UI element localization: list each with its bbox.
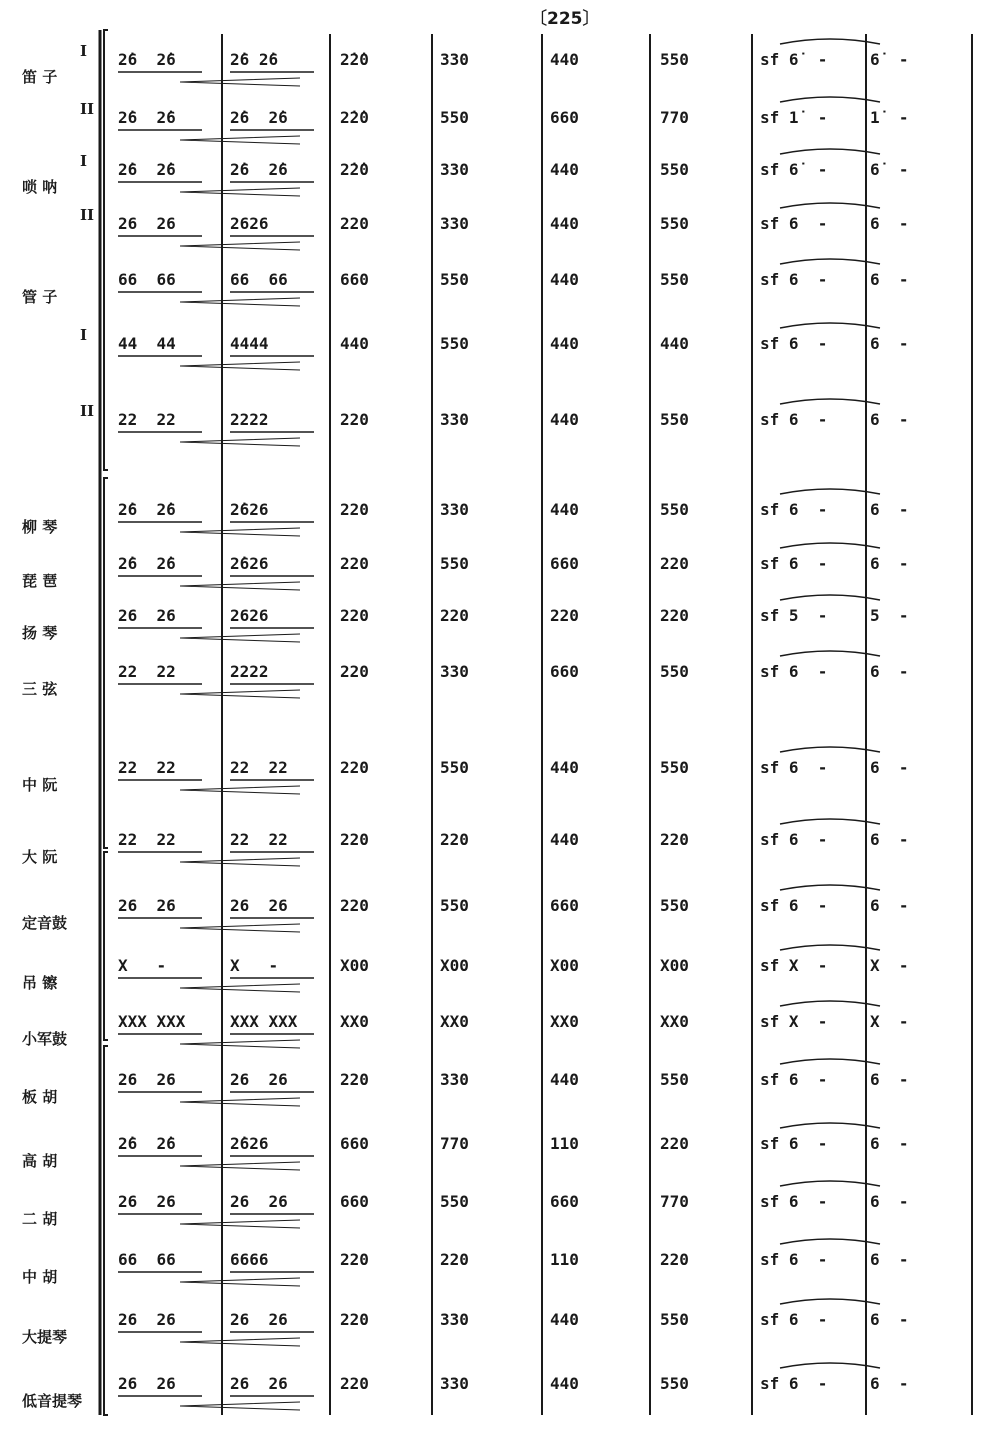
measure-notes: XX0 bbox=[440, 1012, 469, 1031]
measure-notes: 220 bbox=[660, 606, 689, 625]
measure-notes: 440 bbox=[550, 334, 579, 353]
instrument-label: 小军鼓 bbox=[22, 1030, 68, 1048]
crescendo-hairpin bbox=[180, 362, 300, 370]
measure-notes: 220 bbox=[340, 1070, 369, 1089]
measure-notes: 6 - bbox=[870, 1250, 909, 1269]
measure-notes: X - bbox=[870, 956, 909, 975]
measure-notes: 550 bbox=[660, 160, 689, 179]
measure-notes: 2̇6 2̇6 bbox=[230, 108, 288, 127]
measure-notes: 220 bbox=[340, 554, 369, 573]
measure-notes: 550 bbox=[440, 758, 469, 777]
measure-notes: 550 bbox=[660, 896, 689, 915]
measure-notes: X00 bbox=[550, 956, 579, 975]
measure-notes: 220 bbox=[340, 896, 369, 915]
group-bracket bbox=[104, 478, 108, 848]
measure-notes: 220 bbox=[660, 1250, 689, 1269]
instrument-label: 高 胡 bbox=[22, 1152, 58, 1170]
measure-notes: XX0 bbox=[660, 1012, 689, 1031]
measure-notes: 26 26 bbox=[230, 896, 288, 915]
measure-notes: 6 - bbox=[870, 1310, 909, 1329]
measure-notes: 6̇ - bbox=[870, 50, 909, 69]
measure-notes: X00 bbox=[440, 956, 469, 975]
measure-notes: sf 6 - bbox=[760, 270, 828, 289]
measure-notes: 220 bbox=[340, 758, 369, 777]
measure-notes: sf 6 - bbox=[760, 1070, 828, 1089]
measure-notes: 550 bbox=[660, 214, 689, 233]
measure-notes: 220 bbox=[340, 410, 369, 429]
measure-notes: 330 bbox=[440, 50, 469, 69]
measure-notes: XX0 bbox=[550, 1012, 579, 1031]
measure-notes: 2̇626 bbox=[230, 500, 269, 519]
measure-notes: 660 bbox=[340, 1192, 369, 1211]
measure-notes: XXX XXX bbox=[118, 1012, 186, 1031]
measure-notes: 330 bbox=[440, 1310, 469, 1329]
measure-notes: 2̇6 2̇6 bbox=[118, 160, 176, 179]
measure-notes: 330 bbox=[440, 1070, 469, 1089]
measure-notes: 220 bbox=[660, 1134, 689, 1153]
measure-notes: 6 - bbox=[870, 214, 909, 233]
measure-notes: 770 bbox=[660, 1192, 689, 1211]
measure-notes: X00 bbox=[340, 956, 369, 975]
measure-notes: 2̇6 2̇6 bbox=[118, 50, 176, 69]
measure-notes: X - bbox=[118, 956, 167, 975]
measure-notes: 2̇6 2̇6 bbox=[230, 50, 279, 69]
group-bracket bbox=[104, 1046, 108, 1415]
measure-notes: 6 - bbox=[870, 896, 909, 915]
measure-notes: 440 bbox=[550, 214, 579, 233]
crescendo-hairpin bbox=[180, 786, 300, 794]
measure-notes: 220 bbox=[340, 662, 369, 681]
measure-notes: 6 - bbox=[870, 1070, 909, 1089]
measure-notes: 6 - bbox=[870, 554, 909, 573]
measure-notes: 550 bbox=[440, 896, 469, 915]
crescendo-hairpin bbox=[180, 582, 300, 590]
measure-notes: 550 bbox=[660, 758, 689, 777]
crescendo-hairpin bbox=[180, 858, 300, 866]
measure-notes: 220 bbox=[340, 1250, 369, 1269]
measure-notes: 22 22 bbox=[118, 830, 176, 849]
measure-notes: 220 bbox=[660, 830, 689, 849]
crescendo-hairpin bbox=[180, 78, 300, 86]
measure-notes: 2222 bbox=[230, 662, 269, 681]
measure-notes: 550 bbox=[440, 554, 469, 573]
measure-notes: 550 bbox=[660, 1374, 689, 1393]
measure-notes: 2̇2̇0 bbox=[340, 108, 369, 127]
measure-notes: 2̇2̇0 bbox=[340, 160, 369, 179]
measure-notes: 330 bbox=[440, 500, 469, 519]
measure-notes: sf 6 - bbox=[760, 1310, 828, 1329]
measure-notes: X - bbox=[230, 956, 279, 975]
instrument-label: 低音提琴 bbox=[22, 1392, 83, 1410]
measure-notes: 550 bbox=[660, 662, 689, 681]
measure-notes: 550 bbox=[440, 334, 469, 353]
measure-notes: 2222 bbox=[230, 410, 269, 429]
measure-notes: 2̇6 2̇6 bbox=[230, 160, 288, 179]
measure-notes: 220 bbox=[440, 830, 469, 849]
instrument-label: 中 阮 bbox=[22, 776, 58, 794]
measure-notes: sf 6 - bbox=[760, 830, 828, 849]
measure-notes: 330 bbox=[440, 662, 469, 681]
measure-notes: 2̇626 bbox=[230, 1134, 269, 1153]
measure-notes: 440 bbox=[660, 334, 689, 353]
measure-notes: 220 bbox=[440, 1250, 469, 1269]
part-number: II bbox=[80, 402, 95, 420]
measure-notes: 2̇6 2̇6 bbox=[118, 108, 176, 127]
measure-notes: 22 22 bbox=[118, 410, 176, 429]
crescendo-hairpin bbox=[180, 242, 300, 250]
measure-notes: sf 1̇ - bbox=[760, 108, 828, 127]
measure-notes: 66 66 bbox=[118, 270, 176, 289]
measure-notes: X00 bbox=[660, 956, 689, 975]
measure-notes: 110 bbox=[550, 1134, 579, 1153]
measure-notes: 26 26 bbox=[230, 1192, 288, 1211]
measure-notes: 66 66 bbox=[230, 270, 288, 289]
measure-notes: 660 bbox=[550, 1192, 579, 1211]
measure-notes: sf 6 - bbox=[760, 1374, 828, 1393]
measure-notes: 330 bbox=[440, 1374, 469, 1393]
measure-notes: 26 26 bbox=[118, 606, 176, 625]
measure-notes: 22 22 bbox=[230, 758, 288, 777]
crescendo-hairpin bbox=[180, 984, 300, 992]
measure-notes: 220 bbox=[660, 554, 689, 573]
instrument-label: 琵 琶 bbox=[22, 572, 58, 590]
measure-notes: sf 6 - bbox=[760, 500, 828, 519]
measure-notes: 220 bbox=[340, 214, 369, 233]
measure-notes: 26 26 bbox=[230, 1310, 288, 1329]
crescendo-hairpin bbox=[180, 924, 300, 932]
measure-notes: 6̇ - bbox=[870, 160, 909, 179]
measure-notes: 26 26 bbox=[118, 1310, 176, 1329]
measure-notes: 440 bbox=[550, 830, 579, 849]
measure-notes: 440 bbox=[550, 1310, 579, 1329]
measure-notes: 22 22 bbox=[118, 758, 176, 777]
measure-notes: 550 bbox=[440, 270, 469, 289]
measure-notes: 26 26 bbox=[230, 1070, 288, 1089]
measure-notes: 26 26 bbox=[118, 896, 176, 915]
measure-notes: 26 26 bbox=[118, 1374, 176, 1393]
instrument-label: 唢 呐 bbox=[22, 178, 58, 196]
measure-notes: 440 bbox=[340, 334, 369, 353]
measure-notes: 44 44 bbox=[118, 334, 176, 353]
measure-notes: 26 26 bbox=[118, 1192, 176, 1211]
measure-notes: 5 - bbox=[870, 606, 909, 625]
crescendo-hairpin bbox=[180, 1040, 300, 1048]
measure-notes: 220 bbox=[340, 830, 369, 849]
crescendo-hairpin bbox=[180, 1402, 300, 1410]
measure-notes: 440 bbox=[550, 1070, 579, 1089]
crescendo-hairpin bbox=[180, 634, 300, 642]
measure-notes: 6 - bbox=[870, 334, 909, 353]
measure-notes: 550 bbox=[660, 500, 689, 519]
measure-notes: 6 - bbox=[870, 270, 909, 289]
measure-notes: X - bbox=[870, 1012, 909, 1031]
measure-notes: 2̇626 bbox=[230, 554, 269, 573]
measure-notes: sf 6 - bbox=[760, 1134, 828, 1153]
measure-notes: sf X - bbox=[760, 956, 828, 975]
measure-notes: 440 bbox=[550, 410, 579, 429]
crescendo-hairpin bbox=[180, 136, 300, 144]
measure-notes: sf 6 - bbox=[760, 214, 828, 233]
measure-notes: 550 bbox=[660, 410, 689, 429]
measure-notes: 440 bbox=[550, 758, 579, 777]
instrument-label: 吊 镲 bbox=[22, 974, 58, 992]
page-number: 〔225〕 bbox=[530, 9, 600, 29]
measure-notes: 22 22 bbox=[230, 830, 288, 849]
measure-notes: 2626 bbox=[230, 606, 269, 625]
measure-notes: 330 bbox=[440, 410, 469, 429]
measure-notes: 6666 bbox=[230, 1250, 269, 1269]
measure-notes: 26 26 bbox=[118, 1070, 176, 1089]
measure-notes: 550 bbox=[440, 108, 469, 127]
instrument-label: 三 弦 bbox=[22, 680, 58, 698]
instrument-label: 扬 琴 bbox=[22, 624, 58, 642]
instrument-label: 柳 琴 bbox=[22, 518, 58, 536]
measure-notes: sf 6 - bbox=[760, 662, 828, 681]
crescendo-hairpin bbox=[180, 1162, 300, 1170]
measure-notes: sf 6̇ - bbox=[760, 50, 828, 69]
measure-notes: 440 bbox=[550, 1374, 579, 1393]
part-number: I bbox=[80, 42, 88, 60]
instrument-label: 笛 子 bbox=[22, 68, 58, 86]
measure-notes: 220 bbox=[340, 1374, 369, 1393]
group-bracket bbox=[104, 852, 108, 1040]
measure-notes: 2̇6 2̇6 bbox=[118, 554, 176, 573]
instrument-label: 定音鼓 bbox=[22, 914, 68, 932]
measure-notes: 6 - bbox=[870, 1374, 909, 1393]
part-number: I bbox=[80, 326, 88, 344]
measure-notes: 6 - bbox=[870, 500, 909, 519]
measure-notes: 6 - bbox=[870, 410, 909, 429]
measure-notes: 660 bbox=[550, 896, 579, 915]
part-number: II bbox=[80, 206, 95, 224]
measure-notes: 26 26 bbox=[230, 1374, 288, 1393]
measure-notes: 2̇2̇0 bbox=[340, 50, 369, 69]
crescendo-hairpin bbox=[180, 1220, 300, 1228]
measure-notes: 110 bbox=[550, 1250, 579, 1269]
measure-notes: 26 26 bbox=[118, 214, 176, 233]
measure-notes: sf 6 - bbox=[760, 1192, 828, 1211]
crescendo-hairpin bbox=[180, 1278, 300, 1286]
measure-notes: 330 bbox=[440, 160, 469, 179]
measure-notes: sf 6 - bbox=[760, 896, 828, 915]
instrument-label: 二 胡 bbox=[22, 1210, 58, 1228]
measure-notes: 660 bbox=[340, 270, 369, 289]
measure-notes: 220 bbox=[340, 606, 369, 625]
measure-notes: 550 bbox=[660, 270, 689, 289]
instrument-label: 管 子 bbox=[22, 288, 58, 306]
crescendo-hairpin bbox=[180, 528, 300, 536]
measure-notes: 6 - bbox=[870, 758, 909, 777]
measure-notes: 6 - bbox=[870, 1134, 909, 1153]
measure-notes: 440 bbox=[550, 270, 579, 289]
measure-notes: 6 - bbox=[870, 662, 909, 681]
measure-notes: sf 6 - bbox=[760, 758, 828, 777]
measure-notes: 440 bbox=[550, 160, 579, 179]
measure-notes: 220 bbox=[340, 500, 369, 519]
crescendo-hairpin bbox=[180, 1098, 300, 1106]
part-number: I bbox=[80, 152, 88, 170]
measure-notes: 6 - bbox=[870, 830, 909, 849]
crescendo-hairpin bbox=[180, 1338, 300, 1346]
measure-notes: sf 6 - bbox=[760, 410, 828, 429]
measure-notes: 660 bbox=[550, 554, 579, 573]
measure-notes: 660 bbox=[550, 108, 579, 127]
measure-notes: 440 bbox=[550, 50, 579, 69]
part-number: II bbox=[80, 100, 95, 118]
measure-notes: 550 bbox=[660, 1310, 689, 1329]
measure-notes: 2̇6 2̇6 bbox=[118, 500, 176, 519]
instrument-label: 大提琴 bbox=[22, 1328, 68, 1346]
crescendo-hairpin bbox=[180, 690, 300, 698]
measure-notes: XX0 bbox=[340, 1012, 369, 1031]
instrument-label: 中 胡 bbox=[22, 1268, 58, 1286]
instrument-label: 大 阮 bbox=[22, 848, 58, 866]
measure-notes: sf X - bbox=[760, 1012, 828, 1031]
measure-notes: 330 bbox=[440, 214, 469, 233]
measure-notes: 660 bbox=[550, 662, 579, 681]
measure-notes: 1̇ - bbox=[870, 108, 909, 127]
measure-notes: 66 66 bbox=[118, 1250, 176, 1269]
crescendo-hairpin bbox=[180, 438, 300, 446]
measure-notes: 550 bbox=[660, 1070, 689, 1089]
measure-notes: 220 bbox=[340, 1310, 369, 1329]
measure-notes: 770 bbox=[440, 1134, 469, 1153]
measure-notes: sf 6̇ - bbox=[760, 160, 828, 179]
measure-notes: 550 bbox=[440, 1192, 469, 1211]
measure-notes: 6 - bbox=[870, 1192, 909, 1211]
measure-notes: sf 5 - bbox=[760, 606, 828, 625]
measure-notes: 660 bbox=[340, 1134, 369, 1153]
measure-notes: 220 bbox=[550, 606, 579, 625]
measure-notes: 770 bbox=[660, 108, 689, 127]
measure-notes: 4444 bbox=[230, 334, 269, 353]
measure-notes: 22 22 bbox=[118, 662, 176, 681]
measure-notes: 2̇6 2̇6 bbox=[118, 1134, 176, 1153]
measure-notes: sf 6 - bbox=[760, 554, 828, 573]
group-bracket bbox=[104, 30, 108, 470]
crescendo-hairpin bbox=[180, 188, 300, 196]
measure-notes: 2626 bbox=[230, 214, 269, 233]
crescendo-hairpin bbox=[180, 298, 300, 306]
measure-notes: 550 bbox=[660, 50, 689, 69]
instrument-label: 板 胡 bbox=[22, 1088, 58, 1106]
measure-notes: 220 bbox=[440, 606, 469, 625]
measure-notes: 440 bbox=[550, 500, 579, 519]
measure-notes: sf 6 - bbox=[760, 1250, 828, 1269]
measure-notes: XXX XXX bbox=[230, 1012, 298, 1031]
measure-notes: sf 6 - bbox=[760, 334, 828, 353]
